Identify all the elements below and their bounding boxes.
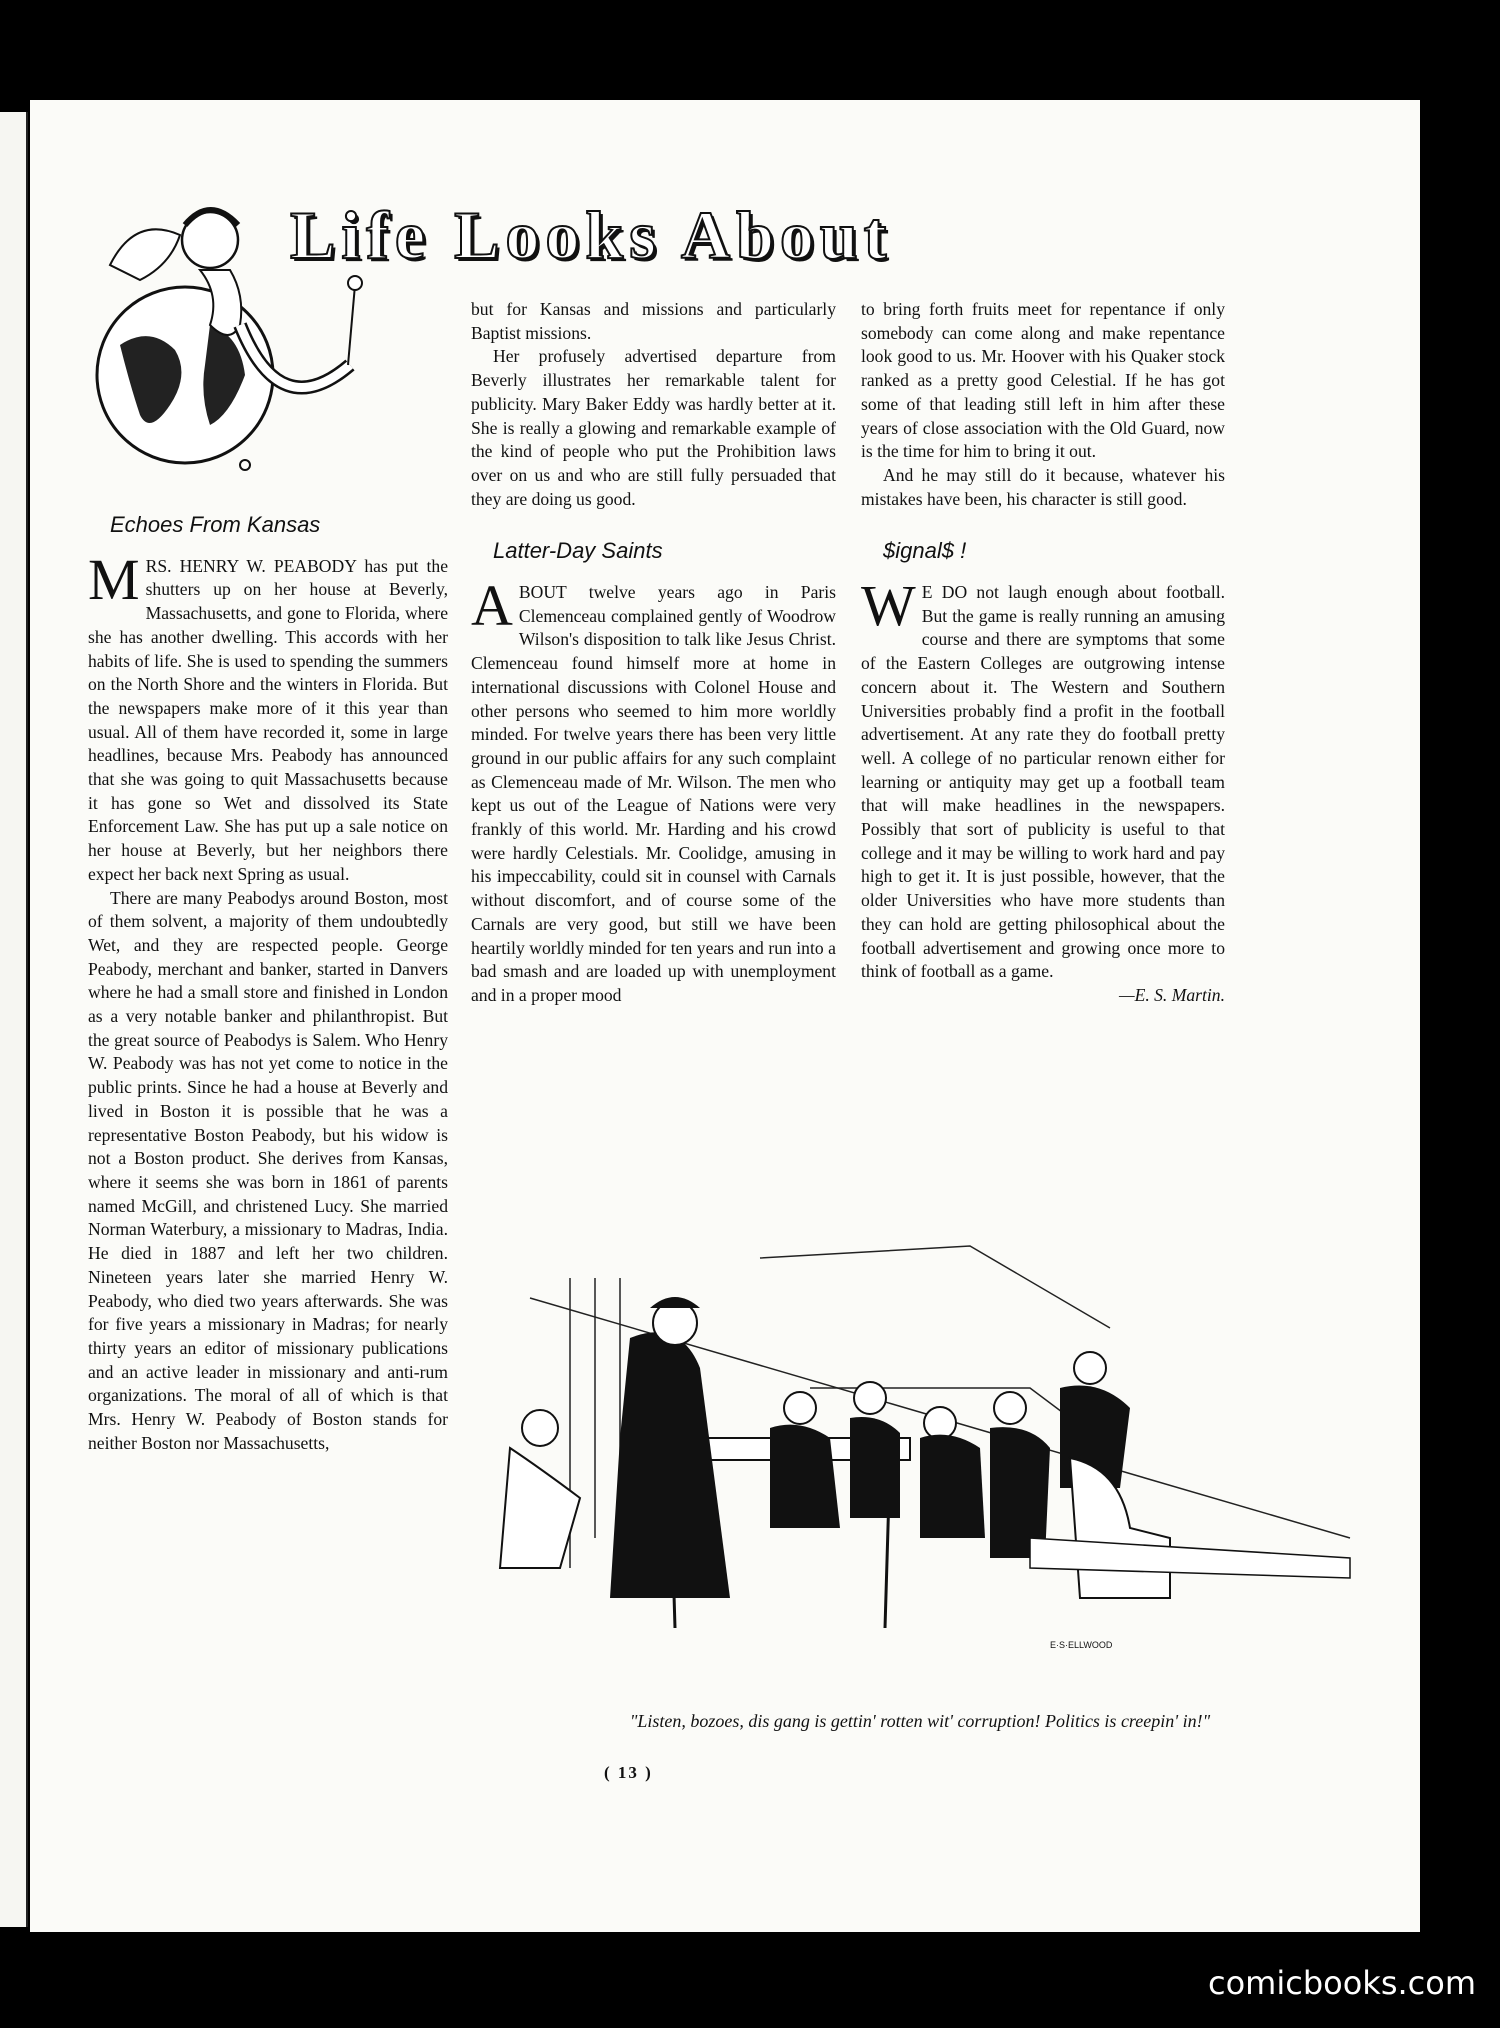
heading-signals: $ignal$ ! bbox=[883, 538, 967, 564]
column-1 bbox=[88, 513, 448, 1455]
author-signature: —E. S. Martin. bbox=[1118, 984, 1225, 1005]
heading-latter-day-saints: Latter-Day Saints bbox=[493, 538, 663, 564]
paragraph: but for Kansas and missions and particularly Baptist missions. bbox=[471, 299, 836, 343]
paragraph-text: RS. HENRY W. PEABODY has put the shutters up on her house at Beverly, Massachusetts, and gone to Florida, where she has another dwelling. This accords with her habits of life. She is used to spending the summers on the North Shore and the winters in Florida. But the newspapers make more of it this year than usual. All of them have recorded it, some in large headlines, because Mrs. Peabody has announced that she was going to quit Massachusetts because it has gone so Wet and dissolved its State Enforcement Law. She has put up a sale notice on her house at Beverly, but her neighbors there expect her back next Spring as usual. bbox=[88, 555, 448, 884]
paragraph-text: BOUT twelve years ago in Paris Clemenceau complained gently of Woodrow Wilson's disposition to talk like Jesus Christ. Clemenceau found himself more at home in international discussions with Colonel House and other persons who seemed to him more worldly minded. For twelve years there has been very little ground in our public affairs for any such complaint as Clemenceau made of Mr. Wilson. The men who kept us out of the League of Nations were very frankly of this world. Mr. Harding and his crowd were hardly Celestials. Mr. Coolidge, amusing in his impeccability, could sit in counsel with Carnals without discomfort, and of course some of the Carnals are very good, but still we have been heartily worldly minded for ten years and run into a bad smash and are loaded up with unemployment and in a proper mood bbox=[471, 582, 836, 1005]
column-3 bbox=[861, 298, 1225, 1008]
paragraph-text: E DO not laugh enough about football. But the game is really running an amusing course and there are symptoms that some of the Eastern Colleges are outgrowing intense concern about it. The Western and Southern Universities probably find a profit in the football advertisement. At any rate they do football pretty well. A college of no particular renown either for learning or antiquity may get up a football team that will make headlines in the newspapers. Possibly that sort of publicity is useful to that college and it may be willing to work hard and pay high to get it. It is just possible, however, that the older Universities who have more students than they can hold are getting philosophical about the football advertisement and growing once more to think of football as a game. bbox=[861, 582, 1225, 982]
paragraph: to bring forth fruits meet for repentance if only somebody can come along and make repentance look good to us. Mr. Hoover with his Quaker stock ranked as a pretty good Celestial. If he has got some of that leading still left in him after these years of close association with the Old Guard, now is the time for him to bring it out. bbox=[861, 299, 1225, 462]
drop-cap: A bbox=[471, 573, 513, 639]
page-number: ( 13 ) bbox=[604, 1763, 653, 1782]
cartoon-caption: "Listen, bozoes, dis gang is gettin' rotten wit' corruption! Politics is creepin' in!" bbox=[629, 1711, 1211, 1731]
paragraph bbox=[861, 573, 1225, 984]
paragraph: And he may still do it because, whatever his mistakes have been, his character is still good. bbox=[861, 464, 1225, 509]
paragraph bbox=[88, 546, 448, 887]
drop-cap: W bbox=[861, 573, 916, 639]
paragraph: There are many Peabodys around Boston, most of them solvent, a majority of them undoubtedly Wet, and they are respected people. George Peabody, merchant and banker, started in Danvers where he had a small store and finished in London as a very notable banker and philanthropist. But the great source of Peabodys is Salem. Who Henry W. Peabody was has not yet come to notice in the public prints. Since he had a house at Beverly and lived in Boston it is possible that he was a representative Boston Peabody, but his widow is not a Boston product. She derives from Kansas, where it seems she was born in 1861 of parents named McGill, and christened Lucy. She married Norman Waterbury, a missionary to Madras, India. He died in 1887 and left her two children. Nineteen years later she married Henry W. Peabody, who died two years afterwards. She was for five years a missionary in Madras; for nearly thirty years an editor of missionary publications and an active leader in missionary and anti-rum organizations. The moral of all of which is that Mrs. Henry W. Peabody of Boston stands for neither Boston nor Massachusetts, bbox=[88, 887, 448, 1453]
masthead-title: Life Looks About bbox=[290, 197, 893, 273]
paragraph: Her profusely advertised departure from Beverly illustrates her remarkable talent for publicity. Mary Baker Eddy was hardly better at it. She is really a glowing and remarkable example of the kind of people who put the Prohibition laws over on us and who are still fully persuaded that they are doing us good. bbox=[471, 346, 836, 509]
heading-echoes-from-kansas: Echoes From Kansas bbox=[110, 512, 321, 537]
column-2 bbox=[471, 298, 836, 1008]
drop-cap: M bbox=[88, 546, 140, 612]
cartoon-illustration bbox=[470, 1238, 1450, 1706]
cherub-globe-illustration bbox=[80, 175, 380, 475]
watermark: comicbooks.com bbox=[1207, 1964, 1476, 2002]
artist-signature: E·S·ELLWOOD bbox=[1050, 1640, 1113, 1650]
facing-page-edge bbox=[0, 112, 28, 1927]
paragraph bbox=[471, 573, 836, 1008]
